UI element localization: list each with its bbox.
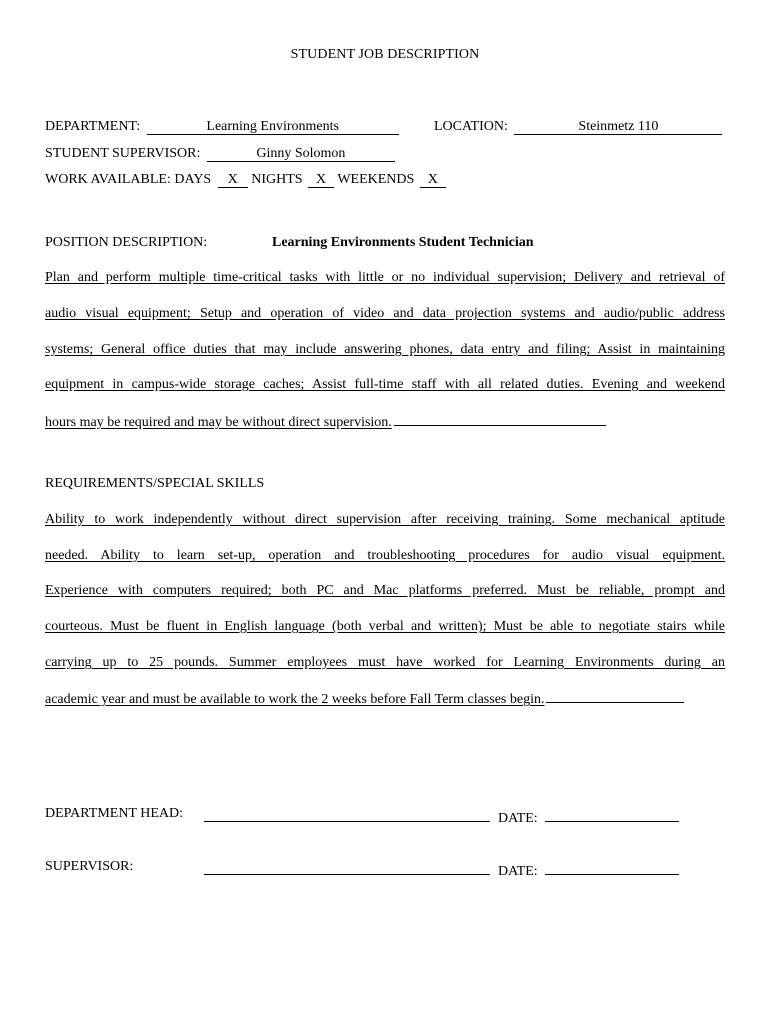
nights-label: NIGHTS bbox=[251, 172, 303, 187]
supervisor-signature-label: SUPERVISOR: bbox=[45, 859, 134, 874]
supervisor-label: STUDENT SUPERVISOR: bbox=[45, 146, 201, 161]
nights-value: X bbox=[308, 172, 334, 188]
weekends-label: WEEKENDS bbox=[337, 172, 415, 187]
description-line: equipment in campus-wide storage caches; Assist full-time staff with all related duties. Evening and weekend bbox=[45, 377, 725, 392]
department-head-label: DEPARTMENT HEAD: bbox=[45, 806, 184, 821]
department-head-date-line[interactable] bbox=[545, 806, 679, 822]
department-value: Learning Environments bbox=[147, 119, 399, 135]
date-label: DATE: bbox=[498, 864, 538, 879]
position-title: Learning Environments Student Technician bbox=[272, 235, 534, 250]
description-line: Plan and perform multiple time-critical tasks with little or no individual supervision; Delivery and retrieval of bbox=[45, 270, 725, 285]
position-label: POSITION DESCRIPTION: bbox=[45, 235, 208, 250]
description-trailing-rule bbox=[394, 413, 606, 426]
department-label: DEPARTMENT: bbox=[45, 119, 141, 134]
requirements-trailing-rule bbox=[546, 690, 684, 703]
description-line: systems; General office duties that may include answering phones, data entry and filing; Assist in maintaining bbox=[45, 342, 725, 357]
location-label: LOCATION: bbox=[434, 119, 508, 134]
requirements-line: Ability to work independently without direct supervision after receiving training. Some mechanical aptitude bbox=[45, 512, 725, 527]
department-head-date-row bbox=[498, 806, 679, 827]
supervisor-row bbox=[45, 146, 395, 162]
work-available-row bbox=[45, 172, 446, 188]
department-row bbox=[45, 119, 399, 135]
date-label: DATE: bbox=[498, 811, 538, 826]
days-label: DAYS bbox=[174, 172, 212, 187]
requirements-line: Experience with computers required; both PC and Mac platforms preferred. Must be reliable, prompt and bbox=[45, 583, 725, 598]
requirements-line: needed. Ability to learn set-up, operation and troubleshooting procedures for audio visual equipment. bbox=[45, 548, 725, 563]
requirements-line-last: academic year and must be available to work the 2 weeks before Fall Term classes begin. bbox=[45, 690, 725, 708]
supervisor-date-line[interactable] bbox=[545, 859, 679, 875]
requirements-line: courteous. Must be fluent in English language (both verbal and written); Must be able to negotiate stairs while bbox=[45, 619, 725, 634]
description-line: audio visual equipment; Setup and operation of video and data projection systems and audio/public address bbox=[45, 306, 725, 321]
requirements-heading: REQUIREMENTS/SPECIAL SKILLS bbox=[45, 476, 265, 491]
days-value: X bbox=[218, 172, 248, 188]
department-head-signature-line[interactable] bbox=[204, 806, 490, 827]
supervisor-signature-line[interactable] bbox=[204, 859, 490, 880]
work-available-label: WORK AVAILABLE: bbox=[45, 172, 171, 187]
supervisor-value: Ginny Solomon bbox=[207, 146, 395, 162]
document-title: STUDENT JOB DESCRIPTION bbox=[290, 47, 480, 62]
description-line-last: hours may be required and may be without direct supervision. bbox=[45, 413, 725, 431]
supervisor-date-row bbox=[498, 859, 679, 880]
weekends-value: X bbox=[420, 172, 446, 188]
location-row bbox=[434, 119, 722, 135]
requirements-line: carrying up to 25 pounds. Summer employees must have worked for Learning Environments during an bbox=[45, 655, 725, 670]
location-value: Steinmetz 110 bbox=[514, 119, 722, 135]
